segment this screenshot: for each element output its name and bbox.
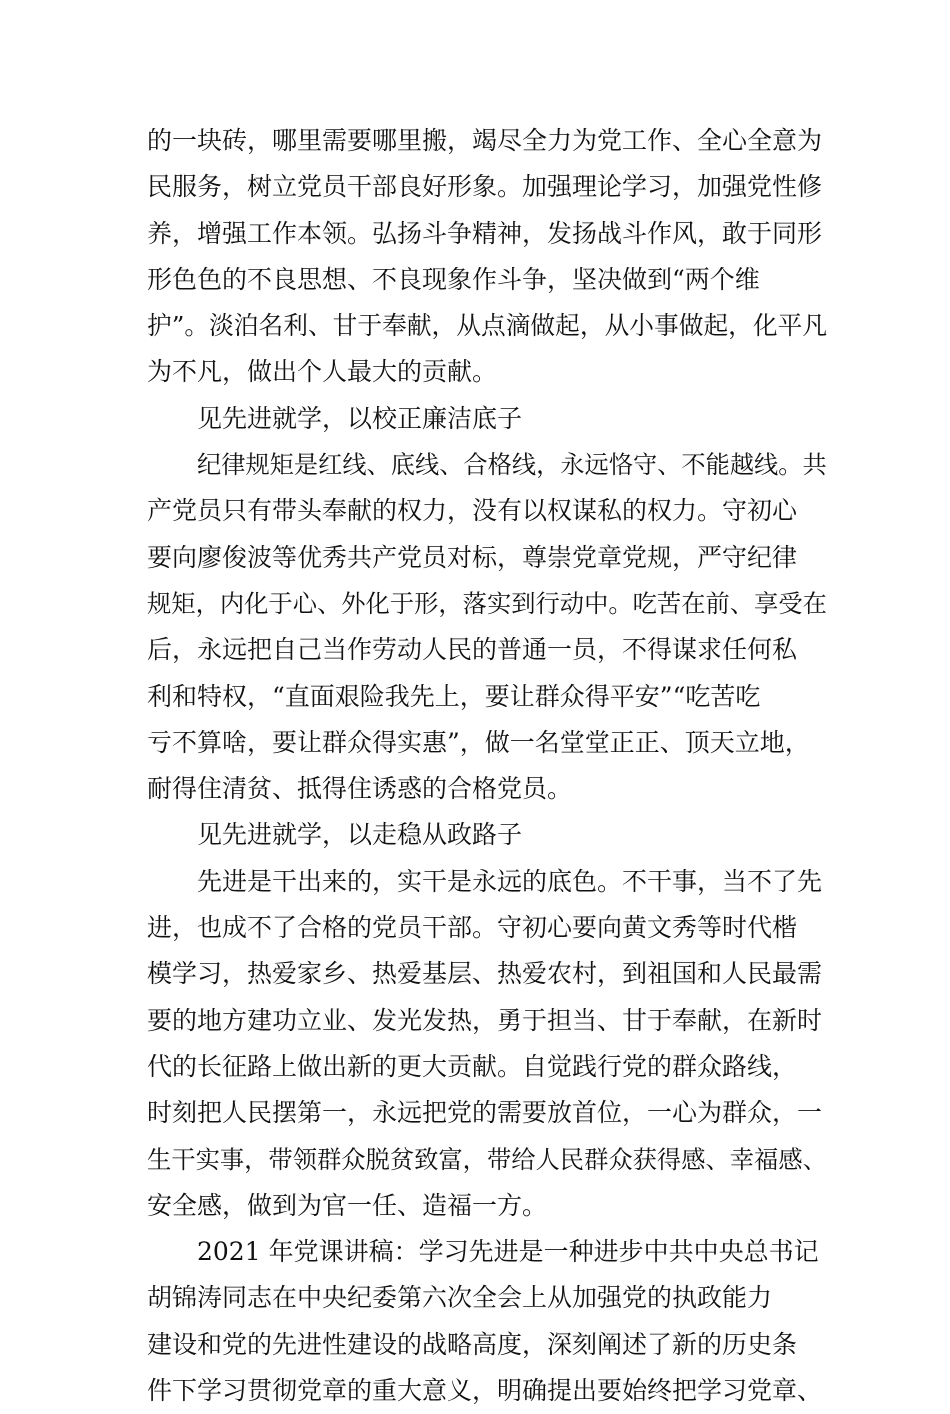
text-line: 后，永远把自己当作劳动人民的普通一员，不得谋求任何私 — [147, 635, 798, 665]
text-line: 的一块砖，哪里需要哪里搬，竭尽全力为党工作、全心全意为 — [147, 126, 823, 155]
text-line: 耐得住清贫、抵得住诱惑的合格党员。 — [147, 774, 573, 804]
text-line: 亏不算啥，要让群众得实惠”，做一名堂堂正正、顶天立地， — [147, 727, 810, 757]
text-line: 胡锦涛同志在中央纪委第六次全会上从加强党的执政能力 — [147, 1283, 773, 1313]
text-line: 形色色的不良思想、不良现象作斗争，坚决做到“两个维 — [147, 264, 760, 294]
text-line: 要的地方建功立业、发光发热，勇于担当、甘于奉献，在新时 — [147, 1005, 823, 1035]
text-line: 护”。淡泊名利、甘于奉献，从点滴做起，从小事做起，化平凡 — [147, 311, 828, 341]
text-line: 规矩，内化于心、外化于形，落实到行动中。吃苦在前、享受在 — [147, 588, 827, 618]
document-body — [147, 118, 827, 1414]
text-line: 养，增强工作本领。弘扬斗争精神，发扬战斗作风，敢于同形 — [147, 218, 823, 248]
text-line: 时刻把人民摆第一，永远把党的需要放首位，一心为群众，一 — [147, 1098, 823, 1128]
text-line: 2021 年党课讲稿：学习先进是一种进步中共中央总书记 — [197, 1237, 819, 1267]
text-line: 产党员只有带头奉献的权力，没有以权谋私的权力。守初心 — [147, 496, 798, 526]
text-line: 进，也成不了合格的党员干部。守初心要向黄文秀等时代楷 — [147, 913, 798, 943]
text-line: 纪律规矩是红线、底线、合格线，永远恪守、不能越线。共 — [197, 451, 827, 480]
text-line: 要向廖俊波等优秀共产党员对标，尊崇党章党规，严守纪律 — [147, 542, 798, 572]
text-line: 件下学习贯彻党章的重大意义，明确提出要始终把学习党章、 — [147, 1376, 823, 1406]
text-line: 模学习，热爱家乡、热爱基层、热爱农村，到祖国和人民最需 — [147, 959, 823, 989]
text-line: 见先进就学，以校正廉洁底子 — [197, 403, 523, 433]
text-line: 代的长征路上做出新的更大贡献。自觉践行党的群众路线， — [147, 1051, 798, 1081]
text-line: 安全感，做到为官一任、造福一方。 — [147, 1190, 548, 1220]
text-line: 民服务，树立党员干部良好形象。加强理论学习，加强党性修 — [147, 172, 823, 202]
text-line: 先进是干出来的，实干是永远的底色。不干事，当不了先 — [197, 866, 823, 896]
text-line: 见先进就学，以走稳从政路子 — [197, 820, 523, 850]
text-line: 建设和党的先进性建设的战略高度，深刻阐述了新的历史条 — [147, 1329, 798, 1359]
text-line: 生干实事，带领群众脱贫致富，带给人民群众获得感、幸福感、 — [147, 1144, 827, 1174]
text-line: 利和特权，“直面艰险我先上，要让群众得平安”“吃苦吃 — [147, 681, 761, 711]
text-line: 为不凡，做出个人最大的贡献。 — [147, 357, 498, 387]
